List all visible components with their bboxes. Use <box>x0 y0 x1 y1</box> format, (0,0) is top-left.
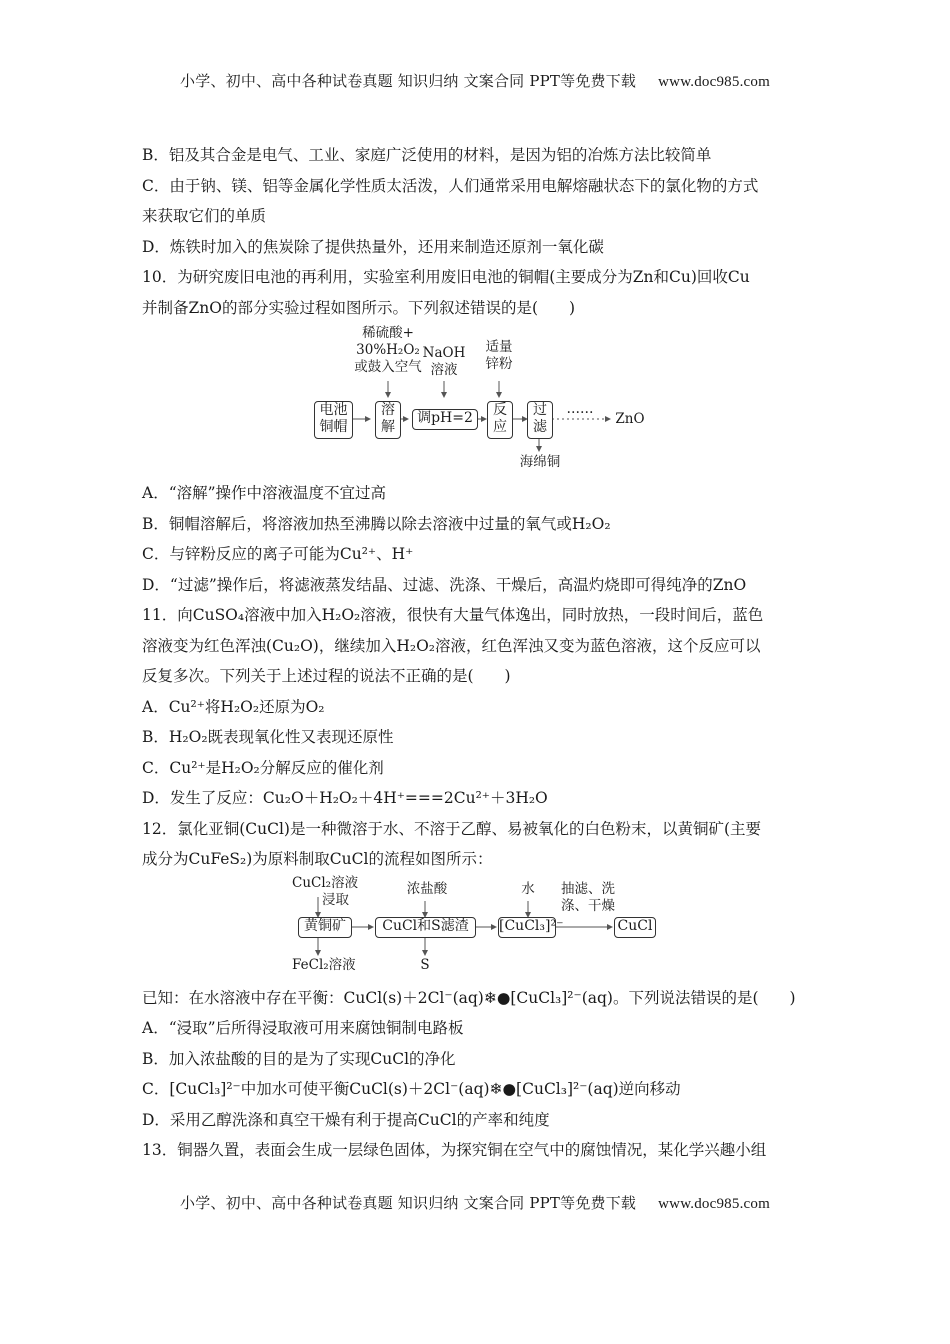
water-label: 水 <box>521 880 535 897</box>
q12-option-a: A．“浸取”后所得浸取液可用来腐蚀铜制电路板 <box>142 1019 464 1037</box>
page-footer <box>0 1192 950 1213</box>
q13-stem-line1: 13．铜器久置，表面会生成一层绿色固体，为探究铜在空气中的腐蚀情况，某化学兴趣小组 <box>142 1141 767 1159</box>
q10-stem-line2: 并制备ZnO的部分实验过程如图所示。下列叙述错误的是( ) <box>142 298 576 317</box>
page-header <box>0 70 950 91</box>
reagent2-line2: 溶液 <box>430 362 458 378</box>
cucl2-solution-line2: 浸取 <box>322 891 349 908</box>
exam-content <box>142 140 814 1166</box>
reagent3-label <box>476 339 522 373</box>
box-react-line2: 应 <box>493 419 507 435</box>
box-filter <box>527 401 553 439</box>
box-cucl-s-residue: CuCl和S滤渣 <box>375 917 476 938</box>
reagent1-line2: 30%H₂O₂ <box>356 342 420 358</box>
box-dissolve-line2: 解 <box>381 419 395 435</box>
q11-stem-line1: 11．向CuSO₄溶液中加入H₂O₂溶液，很快有大量气体逸出，同时放热，一段时间后，蓝色 <box>142 606 764 624</box>
box-chalcopyrite: 黄铜矿 <box>298 917 352 938</box>
q9-option-b: B．铝及其合金是电气、工业、家庭广泛使用的材料，是因为铝的冶炼方法比较简单 <box>142 146 712 164</box>
q12-option-b: B．加入浓盐酸的目的是为了实现CuCl的净化 <box>142 1049 456 1068</box>
flow-dots: …… <box>566 401 594 417</box>
q12-stem-line1: 12．氯化亚铜(CuCl)是一种微溶于水、不溶于乙醇、易被氧化的白色粉末，以黄铜矿(主要 <box>142 819 762 838</box>
reagent2-label <box>416 345 472 379</box>
reagent2-line1: NaOH <box>422 345 466 361</box>
reagent3-line2: 锌粉 <box>485 356 513 372</box>
q12-flow-arrows <box>142 875 814 983</box>
cucl2-solution-label <box>292 875 372 909</box>
footer-text: 小学、初中、高中各种试卷真题 知识归纳 文案合同 PPT等免费下载 <box>180 1194 637 1212</box>
q12-given: 已知：在水溶液中存在平衡：CuCl(s)＋2Cl⁻(aq)❄●[CuCl₃]²⁻(aq)。下列说法错误的是( ) <box>142 988 796 1007</box>
q9-option-c-line1: C．由于钠、镁、铝等金属化学性质太活泼，人们通常采用电解熔融状态下的氯化物的方式 <box>142 176 759 195</box>
q10-option-a: A．“溶解”操作中溶液温度不宜过高 <box>142 484 387 502</box>
box-battery-cap <box>314 401 353 439</box>
box-battery-cap-line2: 铜帽 <box>319 419 348 435</box>
q11-option-a: A．Cu²⁺将H₂O₂还原为O₂ <box>142 697 325 716</box>
q11-stem-line2: 溶液变为红色浑浊(Cu₂O)，继续加入H₂O₂溶液，红色浑浊又变为蓝色溶液，这个反应可以 <box>142 636 761 655</box>
byproduct-sponge-copper: 海绵铜 <box>519 454 561 470</box>
q9-option-d: D．炼铁时加入的焦炭除了提供热量外，还用来制造还原剂一氧化碳 <box>142 237 604 256</box>
box-battery-cap-line1: 电池 <box>319 402 348 418</box>
box-filter-line1: 过 <box>533 402 547 418</box>
reagent1-line1: 稀硫酸+ <box>362 325 414 341</box>
footer-url[interactable]: www.doc985.com <box>658 1196 770 1212</box>
conc-hcl-label: 浓盐酸 <box>406 880 448 897</box>
product-zno: ZnO <box>615 411 645 427</box>
box-dissolve-line1: 溶 <box>381 402 395 418</box>
q10-option-d: D．“过滤”操作后，将滤液蒸发结晶、过滤、洗涤、干燥后，高温灼烧即可得纯净的ZnO <box>142 575 747 594</box>
box-adjust-ph-text: 调pH=2 <box>417 410 473 426</box>
q10-option-b: B．铜帽溶解后，将溶液加热至沸腾以除去溶液中过量的氧气或H₂O₂ <box>142 514 611 533</box>
reagent1-line3: 或鼓入空气 <box>354 359 422 375</box>
box-filter-line2: 滤 <box>533 419 547 435</box>
q10-option-c: C．与锌粉反应的离子可能为Cu²⁺、H⁺ <box>142 545 414 563</box>
fecl2-solution-label: FeCl₂溶液 <box>292 956 356 973</box>
box-adjust-ph <box>412 409 478 430</box>
q11-option-c: C．Cu²⁺是H₂O₂分解反应的催化剂 <box>142 758 384 777</box>
q12-option-c: C．[CuCl₃]²⁻中加水可使平衡CuCl(s)＋2Cl⁻(aq)❄●[CuCl₃]²⁻(aq)逆向移动 <box>142 1080 681 1098</box>
q12-flowchart <box>142 875 814 983</box>
box-cucl3-complex: [CuCl₃]²⁻ <box>498 917 556 938</box>
sulfur-label: S <box>420 956 430 973</box>
q12-option-d: D．采用乙醇洗涤和真空干燥有利于提高CuCl的产率和纯度 <box>142 1110 550 1129</box>
header-text: 小学、初中、高中各种试卷真题 知识归纳 文案合同 PPT等免费下载 <box>180 72 637 90</box>
reagent3-line1: 适量 <box>485 339 513 355</box>
box-react <box>487 401 513 439</box>
filter-wash-dry-line1: 抽滤、洗 <box>561 880 615 897</box>
q10-flowchart <box>142 323 814 478</box>
filter-wash-dry-line2: 涤、干燥 <box>561 897 615 914</box>
box-react-line1: 反 <box>493 402 507 418</box>
q11-stem-line3: 反复多次。下列关于上述过程的说法不正确的是( ) <box>142 667 511 685</box>
q9-option-c-line2: 来获取它们的单质 <box>142 207 267 225</box>
q12-stem-line2: 成分为CuFeS₂)为原料制取CuCl的流程如图所示： <box>142 850 493 868</box>
q11-option-b: B．H₂O₂既表现氧化性又表现还原性 <box>142 728 394 746</box>
box-dissolve <box>375 401 401 439</box>
q11-option-d: D．发生了反应：Cu₂O＋H₂O₂＋4H⁺===2Cu²⁺＋3H₂O <box>142 789 548 807</box>
box-cucl-product: CuCl <box>614 917 656 938</box>
q10-stem-line1: 10．为研究废旧电池的再利用，实验室利用废旧电池的铜帽(主要成分为Zn和Cu)回收Cu <box>142 268 750 286</box>
filter-wash-dry-label <box>560 881 616 915</box>
cucl2-solution-line1: CuCl₂溶液 <box>292 874 359 891</box>
header-url[interactable]: www.doc985.com <box>658 74 770 90</box>
